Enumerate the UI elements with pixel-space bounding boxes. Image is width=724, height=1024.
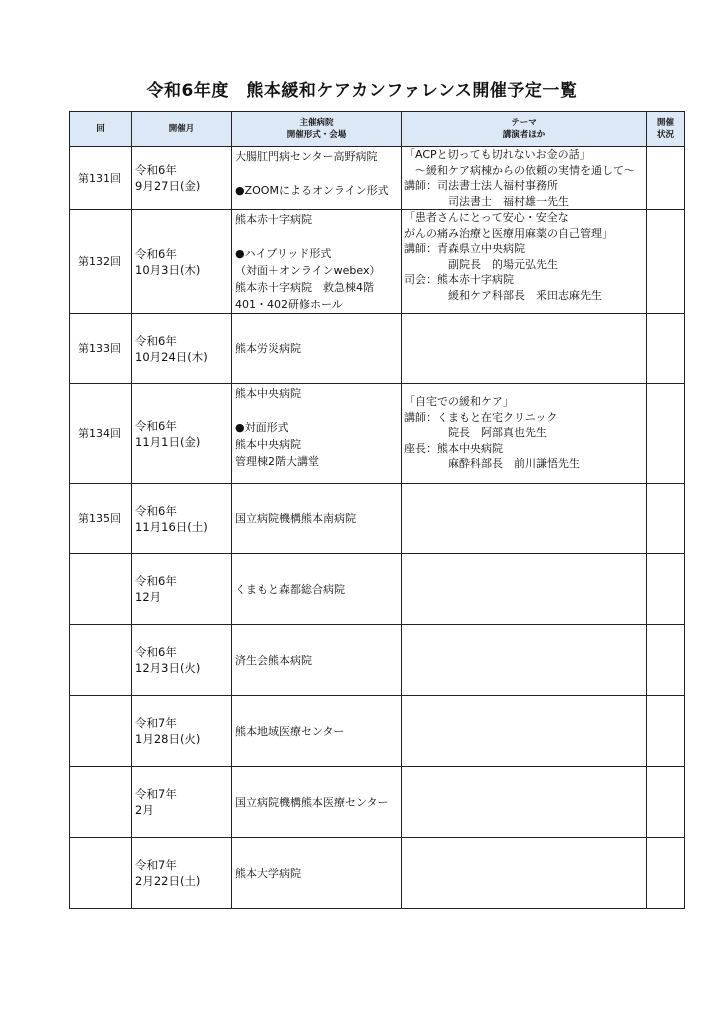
host-cell-line: [235, 165, 401, 182]
host-cell-line: 熊本大学病院: [235, 866, 301, 880]
theme-cell-line: 副院長 的場元弘先生: [404, 257, 558, 271]
theme-cell: [402, 210, 647, 314]
date-cell-line: 9月27日(金): [135, 179, 201, 193]
host-cell-line: [235, 402, 401, 419]
date-cell-line: 令和7年: [135, 787, 177, 801]
theme-cell-line: 「患者さんにとって安心・安全な: [404, 211, 569, 224]
theme-cell-line: がんの痛み治療と医療用麻薬の自己管理」: [404, 226, 613, 240]
date-cell-line: 10月24日(木): [135, 349, 208, 364]
theme-cell: [402, 384, 647, 484]
host-cell: [232, 554, 402, 625]
theme-cell-line: 講師：司法書士法人福村事務所: [404, 179, 558, 192]
date-cell: [132, 210, 232, 314]
theme-cell: [402, 625, 647, 696]
table-header-row: [70, 112, 685, 147]
host-cell-line: 熊本赤十字病院: [235, 213, 312, 226]
date-cell-line: 令和6年: [135, 418, 177, 433]
table-row: [70, 696, 685, 767]
table-row: [70, 838, 685, 909]
date-cell-line: 10月3日(木): [135, 262, 201, 277]
host-cell: [232, 767, 402, 838]
round-cell: 第135回: [70, 484, 132, 554]
table-row: [70, 625, 685, 696]
status-cell: [647, 838, 685, 909]
date-cell-line: 令和6年: [135, 333, 177, 348]
date-cell: [132, 625, 232, 696]
round-cell: 第133回: [70, 314, 132, 384]
round-cell: [70, 625, 132, 696]
table-body: [70, 147, 685, 909]
page-title: 令和6年度 熊本緩和ケアカンファレンス開催予定一覧: [146, 81, 578, 101]
theme-cell: [402, 554, 647, 625]
date-cell: [132, 484, 232, 554]
host-cell-line: ●対面形式: [235, 421, 289, 434]
host-cell-line: 熊本赤十字病院 救急棟4階: [235, 281, 374, 294]
date-cell-line: 11月1日(金): [135, 434, 201, 449]
host-cell-line: 大腸肛門病センター高野病院: [235, 150, 378, 163]
host-cell: [232, 314, 402, 384]
host-cell-line: 済生会熊本病院: [235, 653, 312, 667]
theme-cell-line: 司会：熊本赤十字病院: [404, 273, 514, 286]
theme-cell-line: ～緩和ケア病棟からの依頼の実情を通して～: [404, 163, 635, 177]
host-cell: [232, 484, 402, 554]
host-cell: [232, 210, 402, 314]
host-cell-line: [235, 228, 401, 245]
date-cell: [132, 767, 232, 838]
theme-cell-line: 講師：くまもと在宅クリニック: [404, 410, 558, 424]
theme-cell: [402, 484, 647, 554]
status-cell: [647, 696, 685, 767]
table-row: [70, 314, 685, 384]
status-cell: [647, 625, 685, 696]
conference-schedule-table: [69, 111, 685, 909]
host-cell: [232, 625, 402, 696]
date-cell-line: 12月: [135, 590, 162, 604]
table-row: [70, 210, 685, 314]
table-row: [70, 384, 685, 484]
round-cell: 第131回: [70, 147, 132, 210]
theme-cell-line: 緩和ケア科部長 釆田志麻先生: [404, 288, 602, 302]
date-cell-line: 12月3日(火): [135, 661, 201, 675]
theme-cell-line: 座長：熊本中央病院: [404, 441, 503, 455]
date-cell: [132, 384, 232, 484]
host-cell-line: ●ZOOMによるオンライン形式: [235, 184, 389, 197]
status-cell: [647, 147, 685, 210]
date-cell-line: 令和6年: [135, 645, 177, 659]
host-cell: [232, 147, 402, 210]
host-cell-line: 熊本地域医療センター: [235, 724, 345, 738]
date-cell: [132, 147, 232, 210]
round-cell: 第134回: [70, 384, 132, 484]
host-cell-line: ●ハイブリッド形式: [235, 247, 332, 260]
theme-cell-line: 院長 阿部真也先生: [404, 426, 547, 439]
round-cell: [70, 838, 132, 909]
host-cell: [232, 838, 402, 909]
date-cell-line: 令和7年: [135, 858, 177, 872]
header-month: 開催月: [132, 112, 232, 147]
host-cell-line: くまもと森都総合病院: [235, 582, 345, 596]
host-cell: [232, 384, 402, 484]
status-cell: [647, 314, 685, 384]
date-cell-line: 令和6年: [135, 163, 177, 177]
theme-cell: [402, 314, 647, 384]
host-cell-line: 401・402研修ホール: [235, 298, 343, 311]
date-cell-line: 令和6年: [135, 503, 177, 518]
status-cell: [647, 554, 685, 625]
status-cell: [647, 484, 685, 554]
round-cell: 第132回: [70, 210, 132, 314]
theme-cell-line: 麻酔科部長 前川謙悟先生: [404, 457, 580, 470]
host-cell-line: 熊本中央病院: [235, 438, 301, 451]
header-theme: テーマ 講演者ほか: [402, 112, 647, 147]
theme-cell-line: 司法書士 福村雄一先生: [404, 194, 569, 208]
theme-cell: [402, 696, 647, 767]
theme-cell-line: 「自宅での緩和ケア」: [404, 395, 514, 408]
host-cell-line: 国立病院機構熊本医療センター: [235, 795, 389, 809]
round-cell: [70, 696, 132, 767]
theme-cell: [402, 838, 647, 909]
date-cell-line: 1月28日(火): [135, 732, 201, 746]
date-cell: [132, 696, 232, 767]
table-row: [70, 147, 685, 210]
table-row: [70, 484, 685, 554]
theme-cell-line: 「ACPと切っても切れないお金の話」: [404, 148, 591, 161]
date-cell: [132, 554, 232, 625]
host-cell-line: （対面＋オンラインwebex）: [235, 264, 381, 277]
status-cell: [647, 384, 685, 484]
host-cell-line: 熊本労災病院: [235, 342, 301, 355]
theme-cell: [402, 767, 647, 838]
round-cell: [70, 767, 132, 838]
date-cell-line: 令和6年: [135, 246, 177, 261]
round-cell: [70, 554, 132, 625]
host-cell: [232, 696, 402, 767]
status-cell: [647, 210, 685, 314]
host-cell-line: 国立病院機構熊本南病院: [235, 512, 356, 525]
date-cell-line: 2月22日(土): [135, 874, 201, 888]
theme-cell: [402, 147, 647, 210]
date-cell-line: 令和6年: [135, 574, 177, 588]
host-cell-line: 管理棟2階大講堂: [235, 455, 319, 468]
header-host: 主催病院 開催形式・会場: [232, 112, 402, 147]
header-status: 開催 状況: [647, 112, 685, 147]
date-cell-line: 11月16日(土): [135, 519, 208, 534]
status-cell: [647, 767, 685, 838]
table-row: [70, 767, 685, 838]
host-cell-line: 熊本中央病院: [235, 387, 301, 400]
date-cell: [132, 838, 232, 909]
table-row: [70, 554, 685, 625]
theme-cell-line: 講師：青森県立中央病院: [404, 242, 525, 255]
date-cell-line: 令和7年: [135, 716, 177, 730]
date-cell: [132, 314, 232, 384]
date-cell-line: 2月: [135, 803, 154, 817]
header-round: 回: [70, 112, 132, 147]
